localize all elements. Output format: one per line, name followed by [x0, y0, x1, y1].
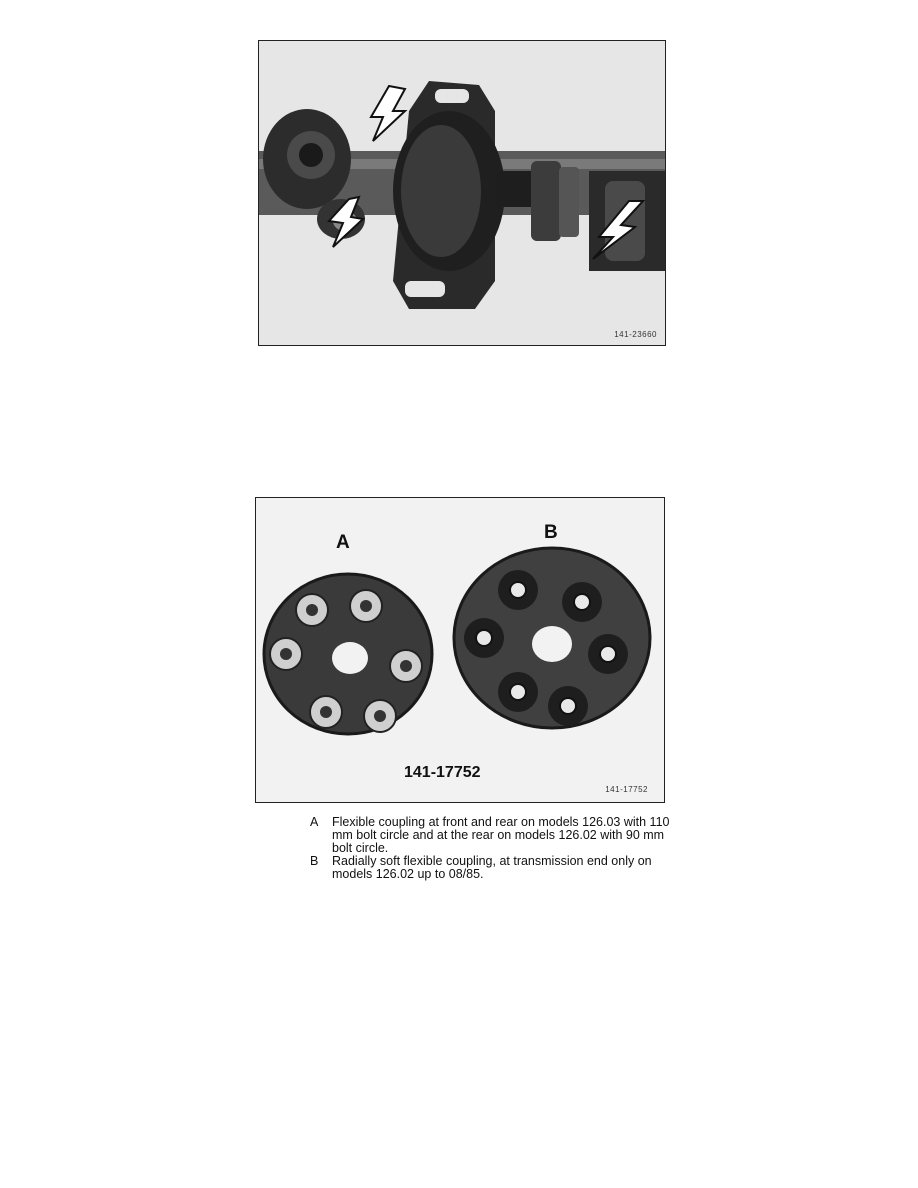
caption-item-b: [310, 855, 670, 881]
couplings-photo: [255, 497, 665, 803]
figure2-part-number: 141-17752: [404, 764, 481, 781]
caption-text: Flexible coupling at front and rear on models 126.03 with 110 mm bolt circle and at the rear on models 126.02 with 90 mm bolt circle.: [332, 815, 670, 855]
caption-item-a: [310, 816, 670, 855]
figure2-reference-code: 141-17752: [605, 785, 648, 794]
couplings-illustration: [256, 498, 664, 802]
shaft-bearing-illustration: [259, 41, 665, 345]
coupling-a-label: A: [336, 532, 350, 553]
coupling-b-label: B: [544, 522, 558, 543]
figure1-reference-code: 141-23660: [614, 330, 657, 339]
figure-caption: [310, 816, 670, 881]
caption-text: Radially soft flexible coupling, at transmission end only on models 126.02 up to 08/85.: [332, 854, 652, 881]
shaft-bearing-photo: [258, 40, 666, 346]
caption-key: A: [310, 815, 319, 829]
caption-key: B: [310, 854, 319, 868]
